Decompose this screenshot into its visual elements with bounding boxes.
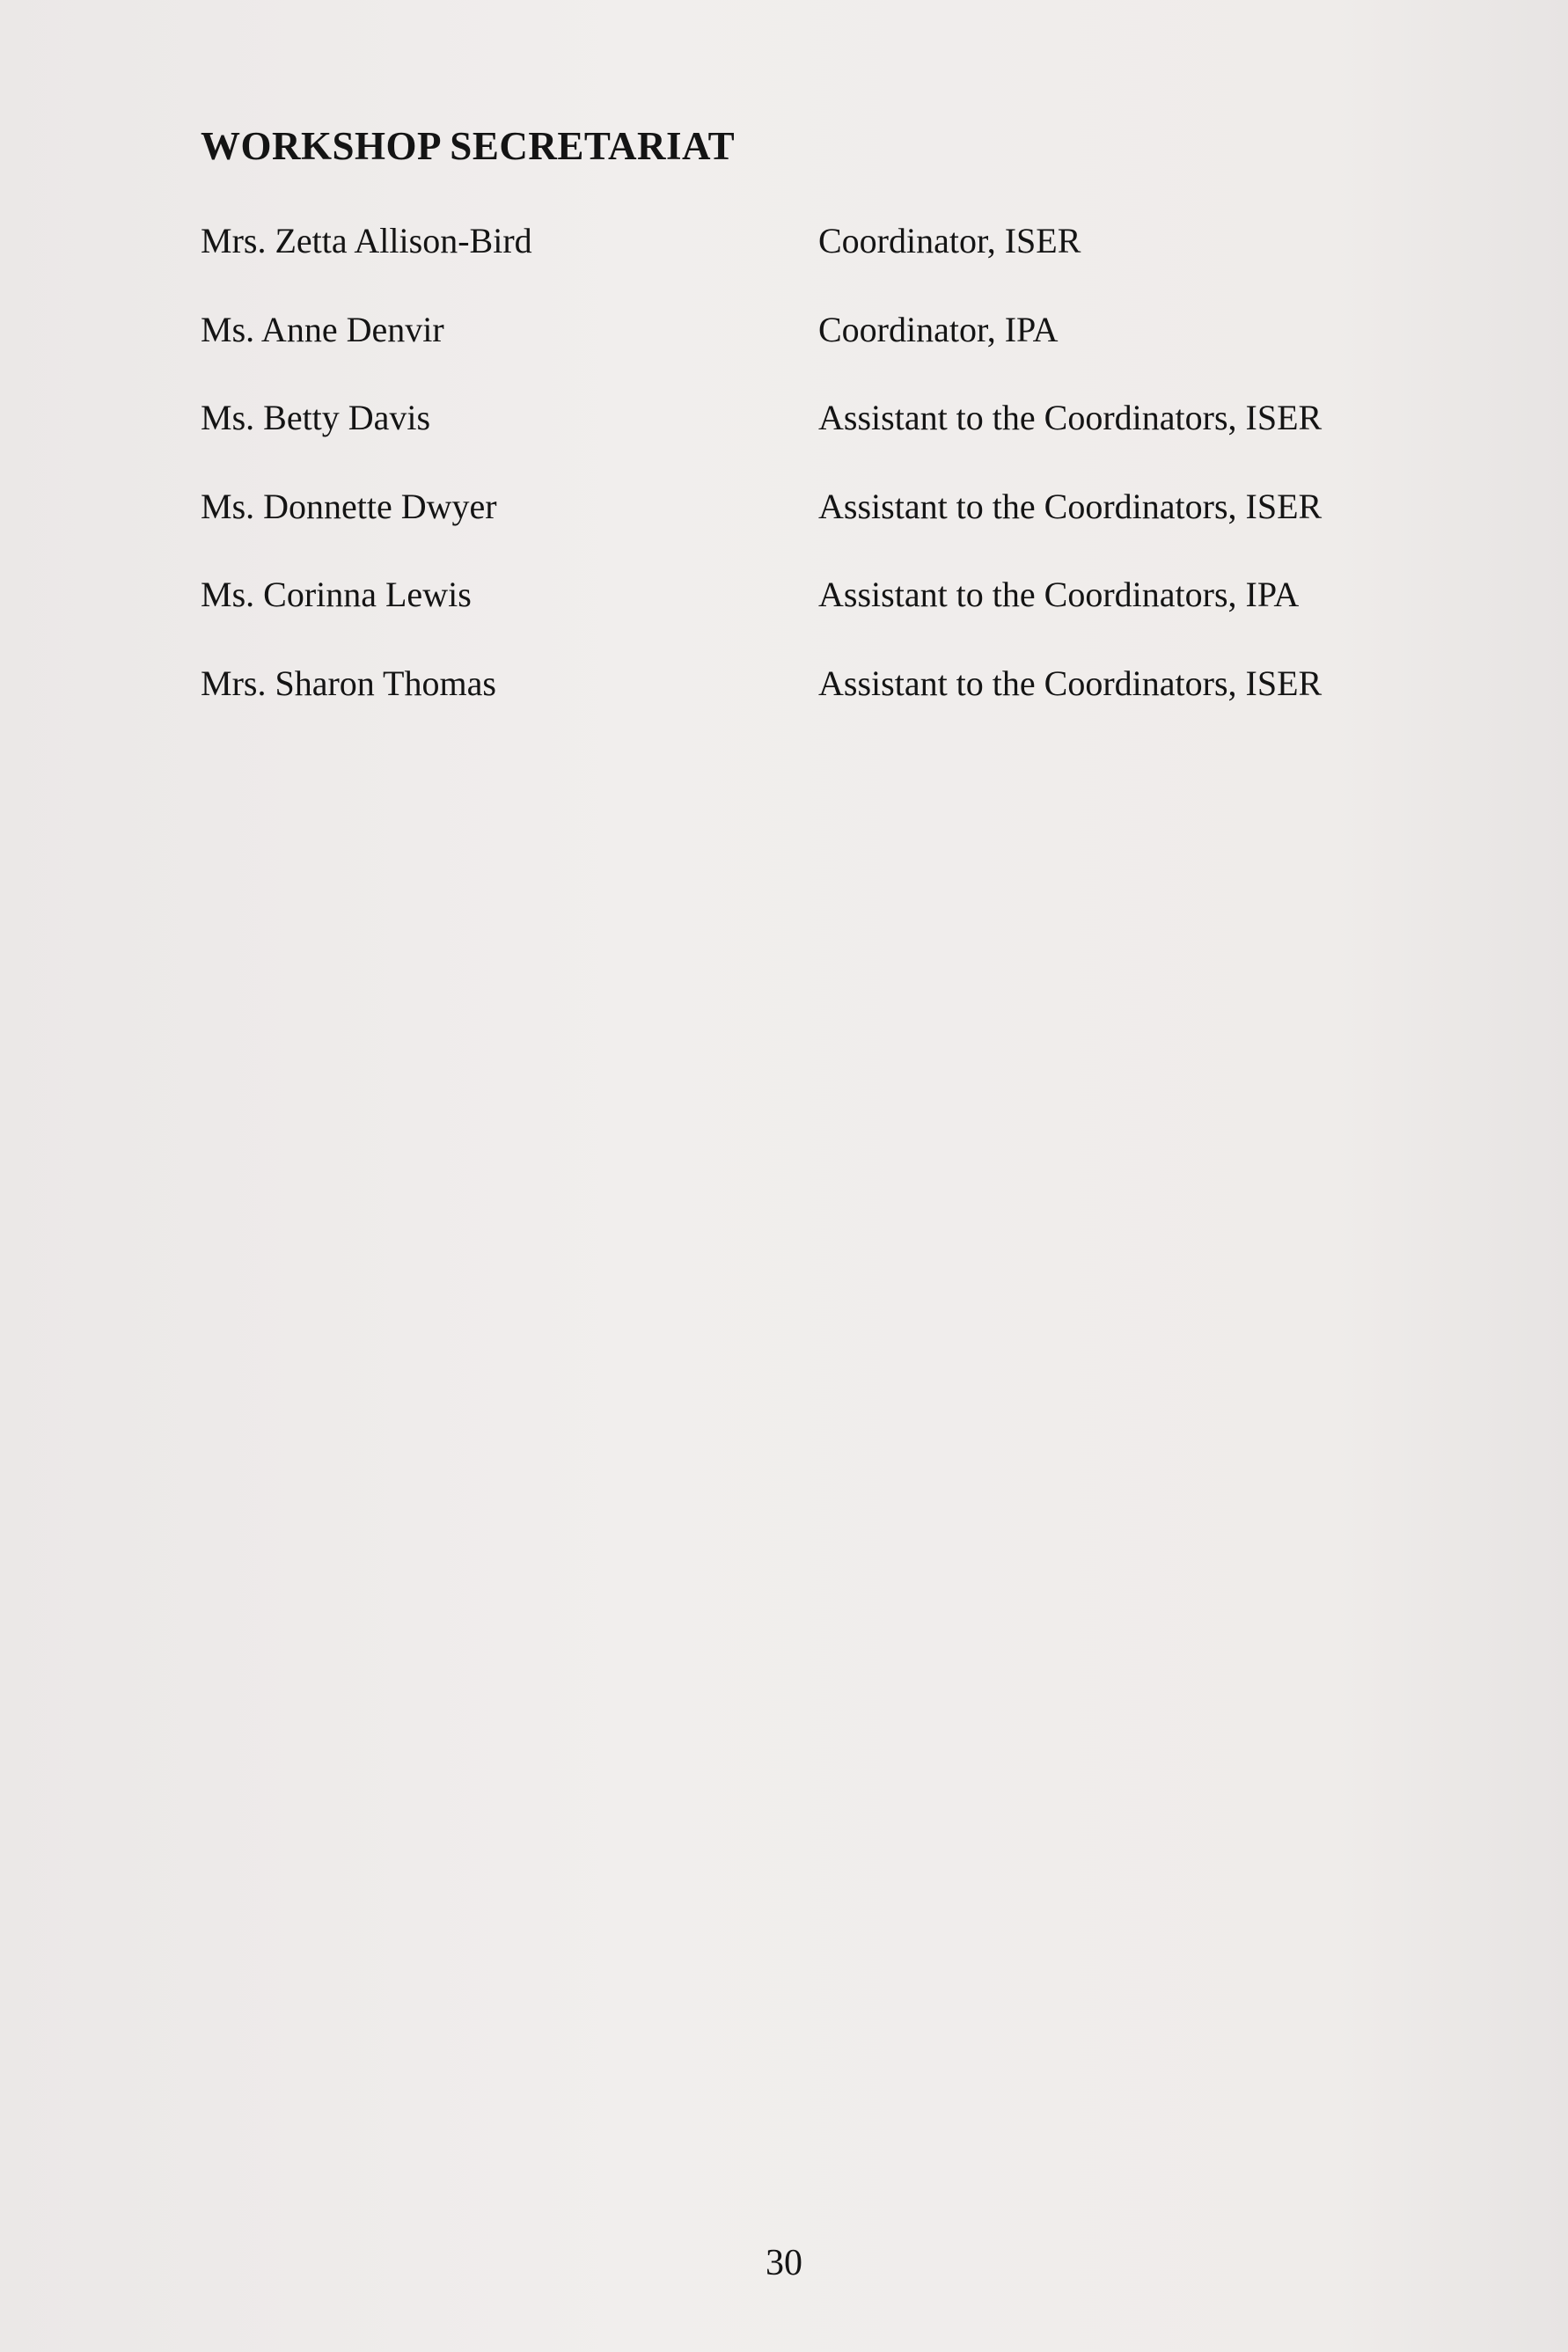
list-item bbox=[201, 395, 1397, 484]
list-item bbox=[201, 307, 1397, 396]
member-role: Assistant to the Coordinators, ISER bbox=[818, 486, 1323, 526]
member-name: Mrs. Zetta Allison-Bird bbox=[201, 221, 532, 260]
member-role: Coordinator, ISER bbox=[818, 221, 1081, 260]
member-role: Coordinator, IPA bbox=[818, 309, 1059, 349]
section-title: WORKSHOP SECRETARIAT bbox=[201, 124, 736, 168]
page-number: 30 bbox=[766, 2243, 802, 2283]
member-name: Mrs. Sharon Thomas bbox=[201, 663, 496, 703]
list-item bbox=[201, 218, 1397, 307]
secretariat-list bbox=[201, 218, 1397, 750]
member-role: Assistant to the Coordinators, ISER bbox=[818, 398, 1323, 438]
member-name: Ms. Corinna Lewis bbox=[201, 575, 472, 615]
list-item bbox=[201, 661, 1397, 750]
list-item bbox=[201, 484, 1397, 573]
member-role: Assistant to the Coordinators, IPA bbox=[818, 575, 1300, 615]
list-item bbox=[201, 572, 1397, 661]
member-name: Ms. Betty Davis bbox=[201, 398, 431, 438]
member-name: Ms. Donnette Dwyer bbox=[201, 486, 497, 526]
member-role: Assistant to the Coordinators, ISER bbox=[818, 663, 1323, 703]
member-name: Ms. Anne Denvir bbox=[201, 309, 444, 349]
